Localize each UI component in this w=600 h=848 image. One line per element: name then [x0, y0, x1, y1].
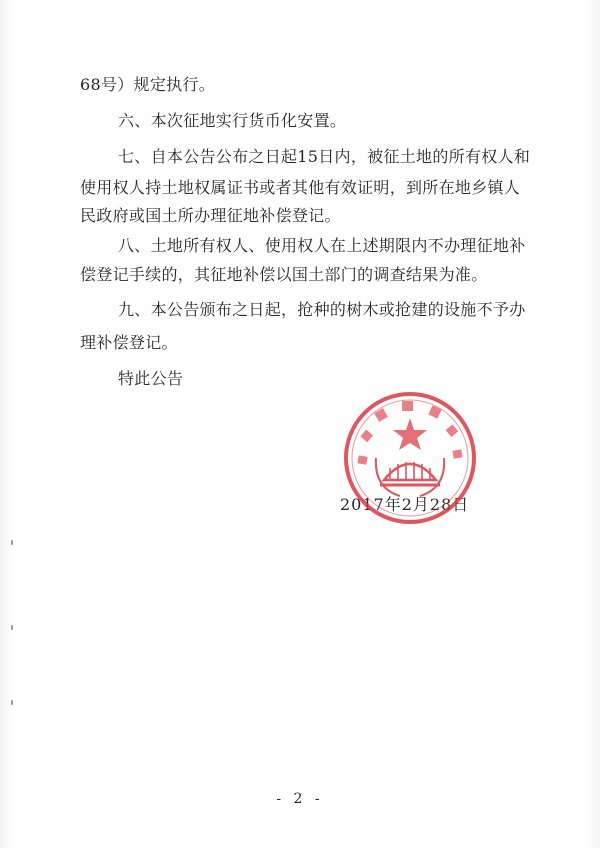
closing-text: 特此公告: [118, 369, 184, 388]
binding-mark: [11, 700, 13, 705]
clause-seven: 七、自本公告公布之日起15日内，被征土地的所有权人和: [118, 147, 531, 166]
binding-mark: [11, 540, 13, 545]
clause-seven-cont-2: 民政府或国土所办理征地补偿登记。: [80, 206, 341, 225]
clause-seven-cont-1: 使用权人持土地权属证书或者其他有效证明，到所在地乡镇人: [80, 178, 521, 197]
clause-nine: 九、本公告颁布之日起，抢种的树木或抢建的设施不予办: [118, 300, 526, 319]
clause-eight-cont: 偿登记手续的，其征地补偿以国土部门的调查结果为准。: [80, 265, 488, 284]
clause-eight: 八、土地所有权人、使用权人在上述期限内不办理征地补: [118, 236, 526, 255]
official-seal-icon: [340, 388, 480, 528]
clause-nine-cont: 理补偿登记。: [80, 333, 178, 352]
page-number: - 2 -: [276, 791, 324, 807]
binding-mark: [11, 625, 13, 630]
body-line-1: 68号）规定执行。: [80, 75, 216, 94]
issue-date: 2017年2月28日: [340, 495, 470, 514]
clause-six: 六、本次征地实行货币化安置。: [118, 111, 347, 130]
